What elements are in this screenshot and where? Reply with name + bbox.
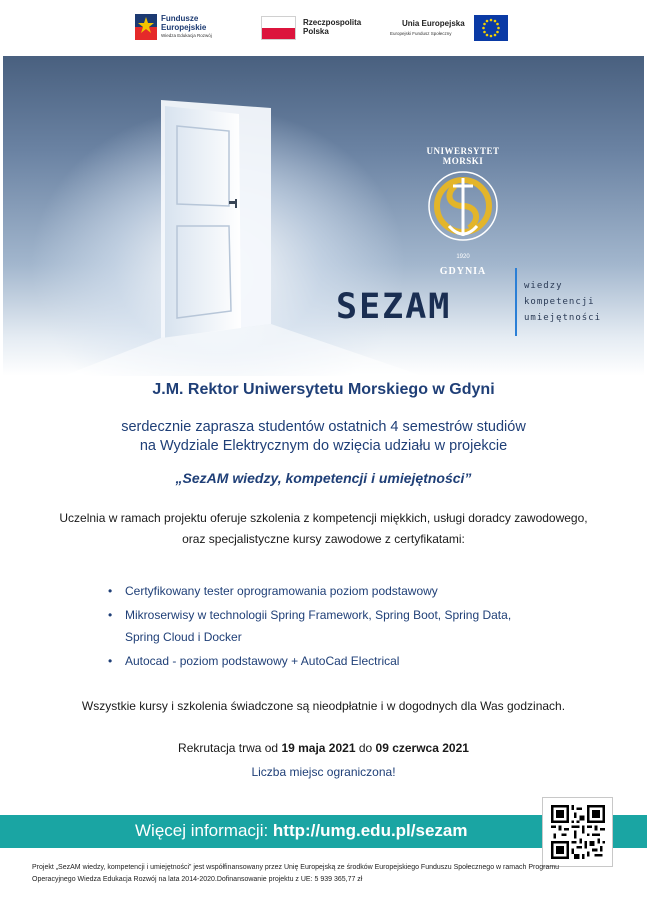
recruit-middle: do: [355, 741, 376, 755]
seal-year: 1920: [456, 254, 470, 260]
university-seal: [415, 126, 511, 276]
rzeczpospolita-logo: [261, 16, 371, 42]
offer-line: Uczelnia w ramach projektu oferuje szkolenia z kompetencji miękkich, usługi doradcy zawodowego,: [59, 511, 588, 525]
intro-line: na Wydziale Elektrycznym do wzięcia udziału w projekcie: [139, 438, 508, 454]
rp-name: Rzeczpospolita Polska: [303, 18, 362, 36]
more-info-text: [135, 821, 467, 841]
project-name: „SezAM wiedzy, kompetencji i umiejętności”: [175, 470, 472, 486]
fundusze-europejskie-logo: [135, 12, 225, 44]
tagline-line: kompetencji: [524, 297, 595, 307]
intro-line: serdecznie zaprasza studentów ostatnich 4 semestrów studiów: [121, 419, 526, 435]
sezam-logo: SEZAM: [336, 287, 452, 327]
qr-code-icon: [551, 805, 605, 859]
fe-subtitle: Wiedza Edukacja Rozwój: [161, 33, 212, 38]
ue-subtitle: Europejski Fundusz Społeczny: [390, 31, 452, 36]
list-item: [108, 604, 588, 648]
qr-code[interactable]: [542, 797, 613, 867]
more-info-label: Więcej informacji:: [135, 821, 273, 840]
recruit-end: 09 czerwca 2021: [375, 741, 469, 755]
recruitment-dates: [0, 741, 647, 755]
eu-flag-icon: [474, 15, 508, 41]
course-label: Certyfikowany tester oprogramowania poziom podstawowy: [125, 584, 438, 598]
tagline-line: umiejętności: [524, 313, 602, 323]
course-label: Autocad - poziom podstawowy + AutoCad Electrical: [125, 654, 400, 668]
offer-line: oraz specjalistyczne kursy zawodowe z certyfikatami:: [182, 532, 465, 546]
unia-europejska-logo: [390, 15, 510, 43]
ue-name: Unia Europejska: [402, 19, 465, 28]
more-info-link[interactable]: http://umg.edu.pl/sezam: [272, 821, 468, 840]
course-list: [108, 580, 588, 674]
seal-city: GDYNIA: [439, 266, 487, 277]
intro-text: [0, 418, 647, 456]
list-item: [108, 650, 588, 672]
legal-note: Projekt „SezAM wiedzy, kompetencji i umiejętności” jest współfinansowany przez Unię Europejską ze środków Europejskiego Funduszu Społecznego w ramach Programu Operacyjnego Wiedza Edukacja Rozwój na lata 2014-2020.Dofinansowanie projektu z UE: 5 939 365,77 zł: [32, 864, 560, 883]
fe-name: Fundusze Europejskie: [161, 14, 207, 32]
bullet-icon: •: [108, 608, 113, 622]
free-note: Wszystkie kursy i szkolenia świadczone są nieodpłatnie i w dogodnych dla Was godzinach.: [81, 699, 566, 713]
recruit-start: 19 maja 2021: [281, 741, 356, 755]
hero-banner: [3, 56, 644, 376]
course-label: Mikroserwisy w technologii Spring Framework, Spring Boot, Spring Data, Spring Cloud i Docker: [125, 608, 512, 644]
polish-flag-icon: [261, 16, 296, 40]
fe-star-icon: [135, 14, 157, 40]
sezam-divider: [515, 268, 517, 336]
open-door-illustration: [3, 56, 644, 376]
offer-text: [0, 508, 647, 550]
page-title: J.M. Rektor Uniwersytetu Morskiego w Gdyni: [152, 381, 495, 398]
bullet-icon: •: [108, 654, 113, 668]
tagline-line: wiedzy: [524, 281, 563, 291]
limited-seats: Liczba miejsc ograniczona!: [251, 765, 396, 779]
recruit-prefix: Rekrutacja trwa od: [178, 741, 282, 755]
sezam-tagline: [524, 278, 601, 326]
bullet-icon: •: [108, 584, 113, 598]
seal-university-name: UNIWERSYTET MORSKI: [426, 146, 500, 166]
logo-bar: [0, 0, 647, 52]
list-item: [108, 580, 588, 602]
